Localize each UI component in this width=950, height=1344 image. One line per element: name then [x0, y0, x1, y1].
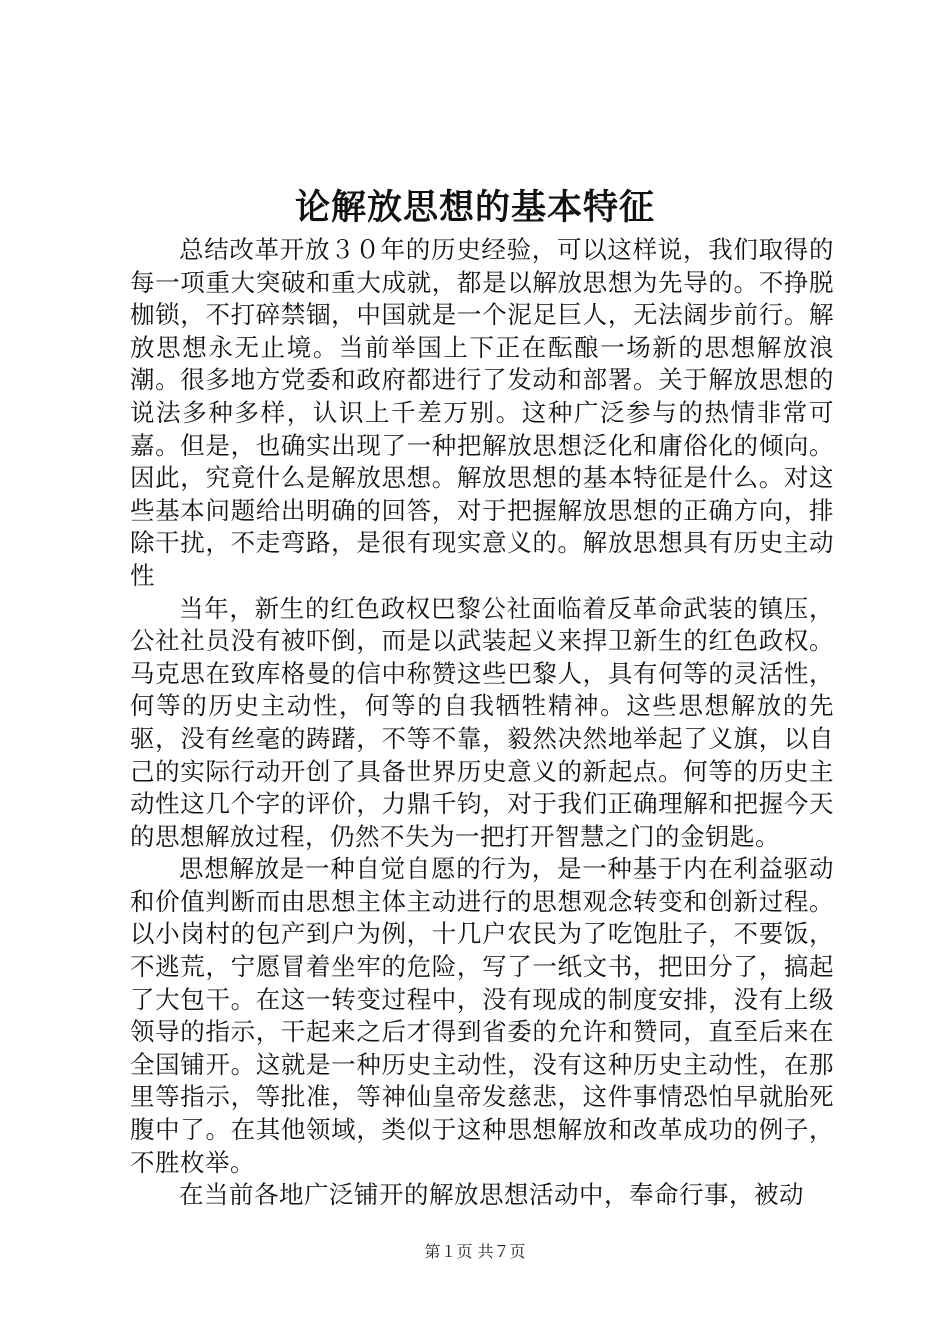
document-title: 论解放思想的基本特征	[294, 187, 655, 228]
paragraph-2: 当年，新生的红色政权巴黎公社面临着反革命武装的镇压，公社社员没有被吓倒，而是以武装起义来捍卫新生的红色政权。马克思在致库格曼的信中称赞这些巴黎人，具有何等的灵活性，何等的历史主动性，何等的自我牺牲精神。这些思想解放的先驱，没有丝毫的踌躇，不等不靠，毅然决然地举起了义旗，以自己的实际行动开创了具备世界历史意义的新起点。何等的历史主动性这几个字的评价，力鼎千钧，对于我们正确理解和把握今天的思想解放过程，仍然不失为一把打开智慧之门的金钥匙。	[130, 593, 834, 851]
paragraph-1: 总结改革开放３０年的历史经验，可以这样说，我们取得的每一项重大突破和重大成就，都是以解放思想为先导的。不挣脱枷锁，不打碎禁锢，中国就是一个泥足巨人，无法阔步前行。解放思想永无止境。当前举国上下正在酝酿一场新的思想解放浪潮。很多地方党委和政府都进行了发动和部署。关于解放思想的说法多种多样，认识上千差万别。这种广泛参与的热情非常可嘉。但是，也确实出现了一种把解放思想泛化和庸俗化的倾向。因此，究竟什么是解放思想。解放思想的基本特征是什么。对这些基本问题给出明确的回答，对于把握解放思想的正确方向，排除干扰，不走弯路，是很有现实意义的。解放思想具有历史主动性	[130, 235, 834, 590]
paragraph-3: 思想解放是一种自觉自愿的行为，是一种基于内在利益驱动和价值判断而由思想主体主动进行的思想观念转变和创新过程。以小岗村的包产到户为例，十几户农民为了吃饱肚子，不要饭，不逃荒，宁愿冒着坐牢的危险，写了一纸文书，把田分了，搞起了大包干。在这一转变过程中，没有现成的制度安排，没有上级领导的指示，干起来之后才得到省委的允许和赞同，直至后来在全国铺开。这就是一种历史主动性，没有这种历史主动性，在那里等指示，等批准，等神仙皇帝发慈悲，这件事情恐怕早就胎死腹中了。在其他领域，类似于这种思想解放和改革成功的例子，不胜枚举。	[130, 854, 834, 1177]
page-number-footer: 第１页 共７页	[424, 1242, 526, 1261]
paragraph-4: 在当前各地广泛铺开的解放思想活动中，奉命行事，被动	[179, 1180, 804, 1210]
document-body	[130, 234, 834, 1212]
